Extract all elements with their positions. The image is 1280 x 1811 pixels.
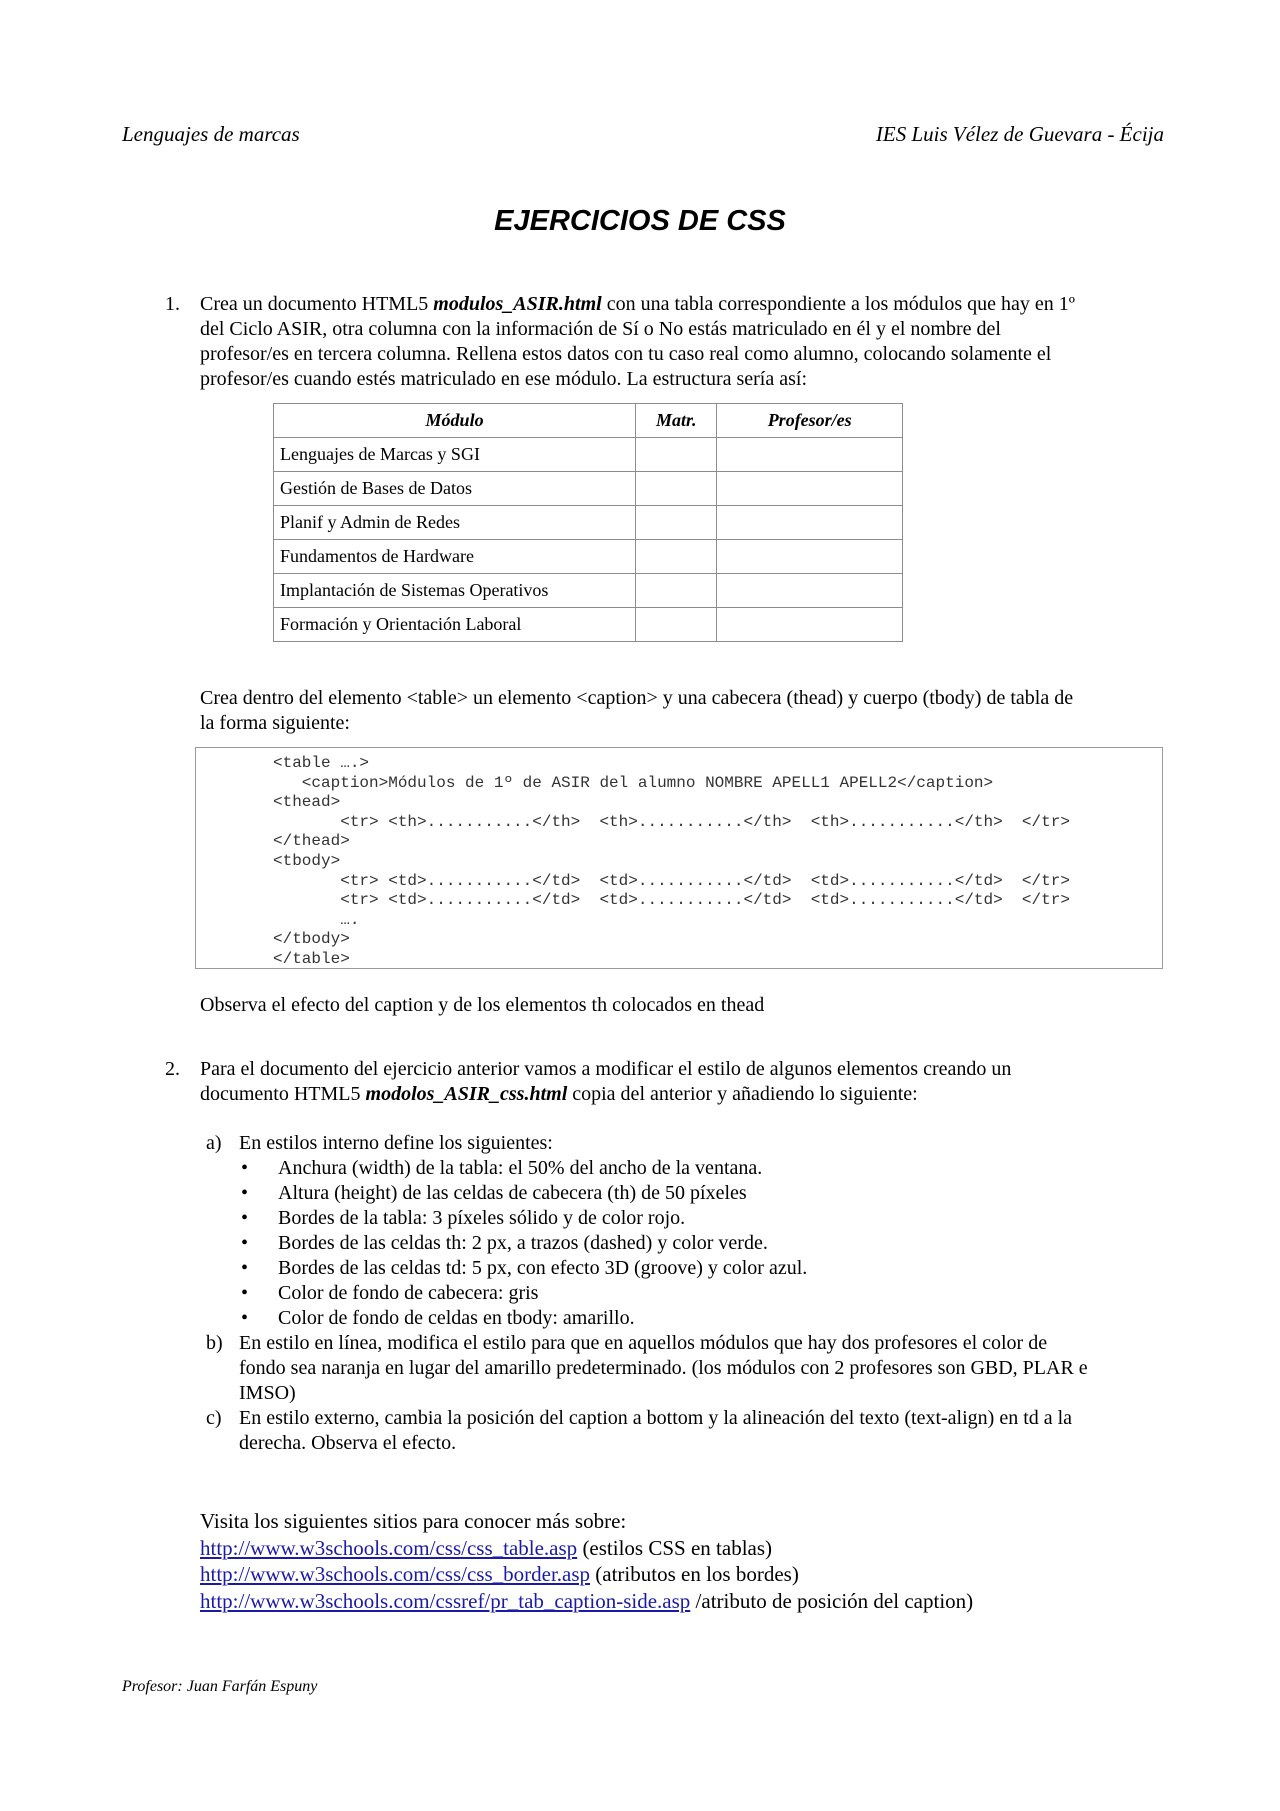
- caption-instructions: [200, 686, 1160, 736]
- empty-cell: [717, 608, 903, 642]
- table-header-row: [274, 404, 903, 438]
- bullet-icon: •: [241, 1282, 249, 1304]
- bullet-icon: •: [241, 1182, 249, 1204]
- empty-cell: [636, 574, 717, 608]
- table-row: [274, 574, 903, 608]
- empty-cell: [636, 438, 717, 472]
- bullet-icon: •: [241, 1257, 249, 1279]
- links-intro: Visita los siguientes sitios para conocer más sobre:: [200, 1509, 627, 1533]
- bullet-icon: •: [241, 1207, 249, 1229]
- exercise-number: 1.: [165, 293, 180, 315]
- table-row: [274, 540, 903, 574]
- table-row: [274, 438, 903, 472]
- exercise-2-text: [200, 1057, 1165, 1107]
- empty-cell: [717, 472, 903, 506]
- reference-links: [200, 1508, 973, 1614]
- header-course: Lenguajes de marcas: [122, 122, 300, 146]
- exercise-1-text: [200, 292, 1165, 392]
- empty-cell: [717, 540, 903, 574]
- list-item-line: IMSO): [239, 1382, 296, 1404]
- style-bullets: [241, 1156, 1141, 1331]
- bullet-icon: •: [241, 1307, 249, 1329]
- list-item: • Bordes de las celdas th: 2 px, a trazos (dashed) y color verde.: [241, 1232, 768, 1254]
- list-marker: b): [206, 1332, 223, 1354]
- filename: modulos_ASIR.html: [433, 293, 602, 315]
- list-item: • Anchura (width) de la tabla: el 50% del ancho de la ventana.: [241, 1157, 763, 1179]
- module-cell: Implantación de Sistemas Operativos: [274, 574, 636, 608]
- text-line: Crea dentro del elemento <table> un elemento <caption> y una cabecera (thead) y cuerpo (tbody) de tabla de: [200, 687, 1074, 709]
- code-listing: <table ….> <caption>Módulos de 1º de ASIR del alumno NOMBRE APELL1 APELL2</caption> <thead> <tr> <th>...........</th> <th>...........</th> <th>...........</th> </tr> </thead> <tbody> <tr> <td>...........</td> <td>...........</td> <td>...........</td> </tr> <tr> <td>...........</td> <td>...........</td> <td>...........</td> </tr> …. </tbody> </table>: [273, 754, 1070, 968]
- text-line: Para el documento del ejercicio anterior vamos a modificar el estilo de algunos elementos creando un: [200, 1058, 1012, 1080]
- text-line: del Ciclo ASIR, otra columna con la información de Sí o No estás matriculado en él y el nombre del: [200, 318, 1001, 340]
- list-item: • Color de fondo de cabecera: gris: [241, 1282, 539, 1304]
- list-item: En estilos interno define los siguientes:: [239, 1132, 553, 1154]
- task-c: [206, 1406, 1166, 1456]
- list-marker: a): [206, 1132, 222, 1154]
- column-header: Profesor/es: [717, 404, 903, 438]
- empty-cell: [717, 438, 903, 472]
- table-row: [274, 608, 903, 642]
- page-title: EJERCICIOS DE CSS: [494, 205, 786, 237]
- list-item-line: derecha. Observa el efecto.: [239, 1432, 457, 1454]
- exercise-number: 2.: [165, 1058, 180, 1080]
- empty-cell: [717, 506, 903, 540]
- text-line: la forma siguiente:: [200, 712, 350, 734]
- list-item-line: fondo sea naranja en lugar del amarillo predeterminado. (los módulos con 2 profesores son GBD, PLAR e: [239, 1357, 1088, 1379]
- list-marker: c): [206, 1407, 222, 1429]
- task-a: [206, 1131, 1166, 1156]
- bullet-icon: •: [241, 1232, 249, 1254]
- bullet-icon: •: [241, 1157, 249, 1179]
- code-example: [195, 747, 1163, 969]
- module-cell: Fundamentos de Hardware: [274, 540, 636, 574]
- task-b: [206, 1331, 1166, 1406]
- column-header: Matr.: [636, 404, 717, 438]
- list-item: En estilo externo, cambia la posición del caption a bottom y la alineación del texto (text-align) en td a la: [239, 1407, 1073, 1429]
- column-header: Módulo: [274, 404, 636, 438]
- link-css-table[interactable]: http://www.w3schools.com/css/css_table.asp: [200, 1535, 578, 1560]
- link-row: http://www.w3schools.com/css/css_border.asp (atributos en los bordes): [200, 1562, 799, 1586]
- module-cell: Gestión de Bases de Datos: [274, 472, 636, 506]
- list-item: • Bordes de la tabla: 3 píxeles sólido y de color rojo.: [241, 1207, 686, 1229]
- link-css-border[interactable]: http://www.w3schools.com/css/css_border.asp: [200, 1562, 591, 1586]
- module-cell: Formación y Orientación Laboral: [274, 608, 636, 642]
- list-item: En estilo en línea, modifica el estilo para que en aquellos módulos que hay dos profesores el color de: [239, 1332, 1048, 1354]
- empty-cell: [636, 608, 717, 642]
- link-row: http://www.w3schools.com/cssref/pr_tab_caption-side.asp /atributo de posición del caption): [200, 1588, 974, 1613]
- link-caption-side[interactable]: http://www.w3schools.com/cssref/pr_tab_caption-side.asp: [200, 1588, 691, 1613]
- footer-teacher: Profesor: Juan Farfán Espuny: [122, 1678, 318, 1695]
- text-line: documento HTML5 modolos_ASIR_css.html copia del anterior y añadiendo lo siguiente:: [200, 1083, 918, 1105]
- header-school: IES Luis Vélez de Guevara - Écija: [875, 122, 1164, 146]
- table-row: [274, 472, 903, 506]
- text-line: Crea un documento HTML5 modulos_ASIR.html con una tabla correspondiente a los módulos que hay en 1º: [200, 293, 1075, 315]
- empty-cell: [636, 540, 717, 574]
- empty-cell: [636, 506, 717, 540]
- text-line: profesor/es cuando estés matriculado en ese módulo. La estructura sería así:: [200, 368, 808, 390]
- modules-table: [273, 403, 903, 642]
- table-row: [274, 506, 903, 540]
- list-item: • Color de fondo de celdas en tbody: amarillo.: [241, 1307, 635, 1329]
- exercise-2: [165, 1057, 1165, 1107]
- exercise-1: [165, 292, 1165, 392]
- list-item: • Altura (height) de las celdas de cabecera (th) de 50 píxeles: [241, 1182, 747, 1204]
- module-cell: Planif y Admin de Redes: [274, 506, 636, 540]
- list-item: • Bordes de las celdas td: 5 px, con efecto 3D (groove) y color azul.: [241, 1257, 808, 1279]
- module-cell: Lenguajes de Marcas y SGI: [274, 438, 636, 472]
- filename: modolos_ASIR_css.html: [365, 1083, 568, 1105]
- text-line: profesor/es en tercera columna. Rellena estos datos con tu caso real como alumno, colocando solamente el: [200, 343, 1052, 365]
- link-row: http://www.w3schools.com/css/css_table.asp (estilos CSS en tablas): [200, 1535, 773, 1560]
- empty-cell: [717, 574, 903, 608]
- observe-note: Observa el efecto del caption y de los elementos th colocados en thead: [200, 994, 765, 1016]
- empty-cell: [636, 472, 717, 506]
